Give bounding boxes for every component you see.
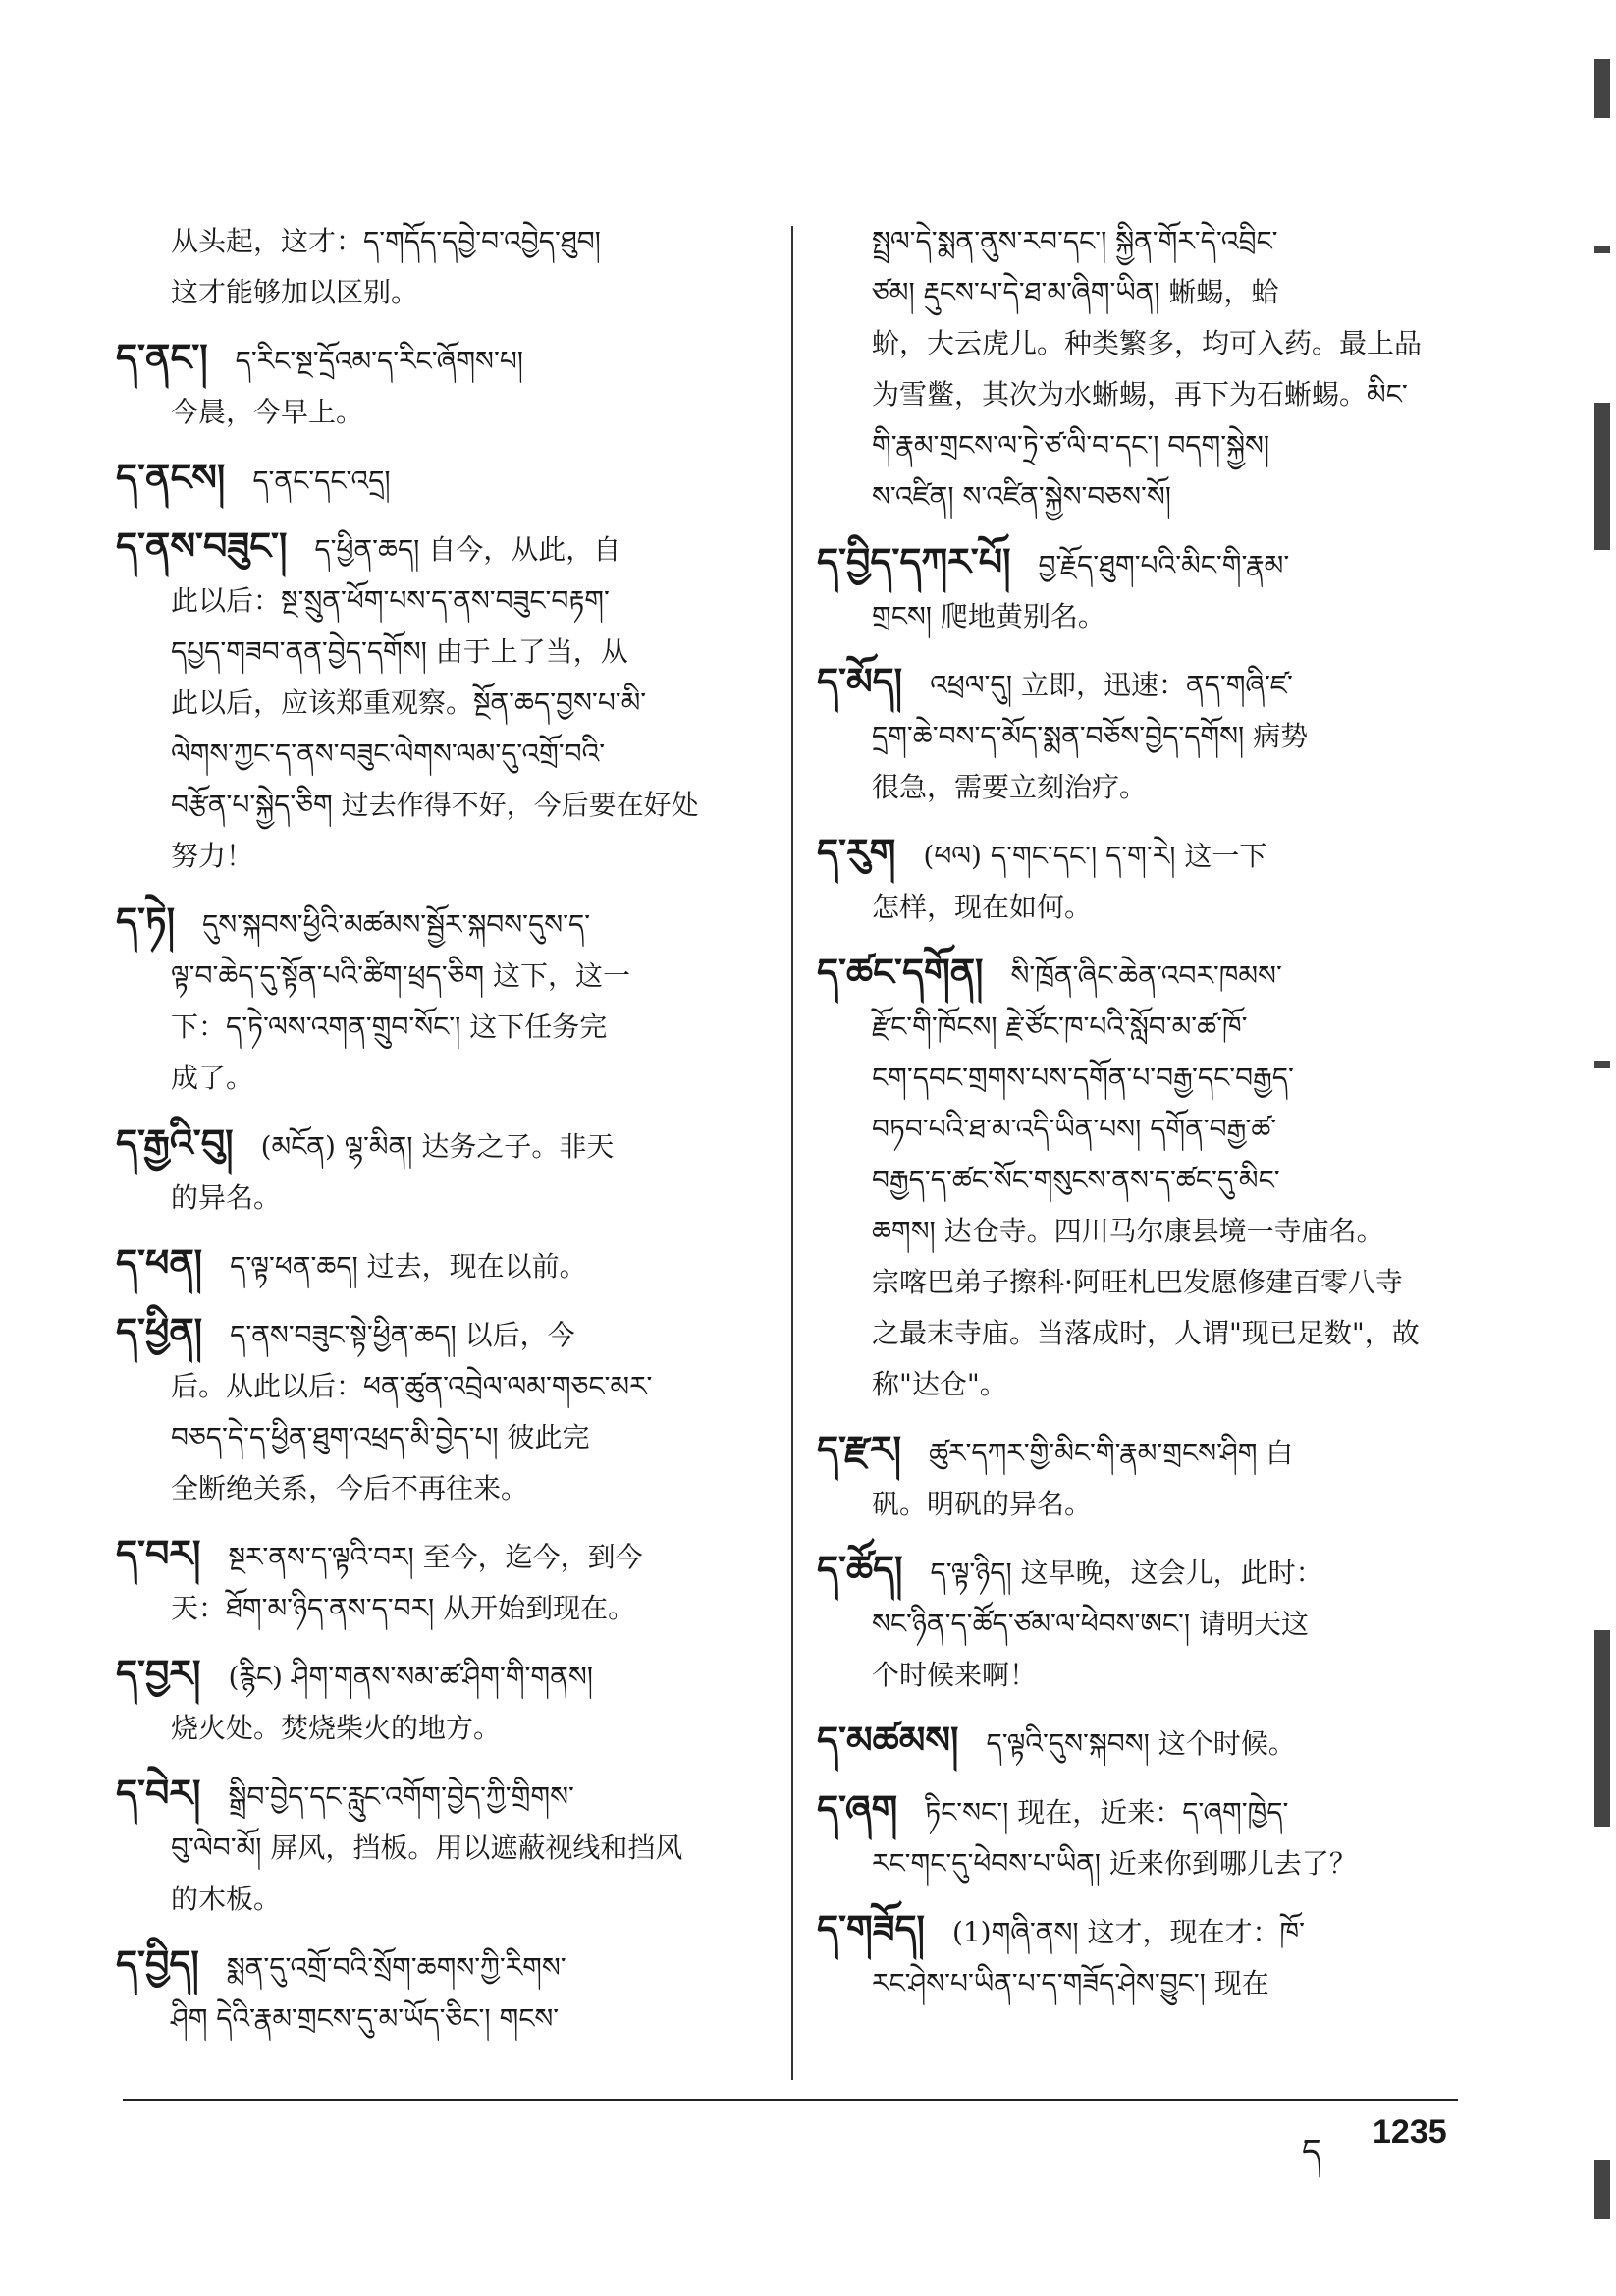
- entry-line: 怎样，现在如何。: [872, 891, 1093, 923]
- headword: ད་གཟོད།: [817, 1906, 925, 1950]
- left-entries: [116, 332, 744, 2045]
- dictionary-entry: [817, 827, 1465, 933]
- margin-mark: [1594, 2160, 1610, 2219]
- left-intro: [116, 216, 744, 318]
- dictionary-entry: [116, 452, 744, 507]
- headword: ད་རུག: [817, 830, 896, 874]
- dictionary-entry: [116, 1648, 744, 1754]
- entry-line: [116, 452, 744, 507]
- definition-text: ཚུར་དཀར་གྱི་མིང་གི་རྣམ་གྲངས་ཤིག 白: [929, 1437, 1294, 1469]
- dictionary-entry: [116, 1768, 744, 1925]
- dictionary-entry: [116, 896, 744, 1104]
- entry-line: ངག་དབང་གྲགས་པས་དགོན་པ་བརྒྱ་དང་བརྒྱད་: [872, 1062, 1294, 1094]
- dictionary-entry: [817, 947, 1465, 1410]
- right-column: [817, 216, 1465, 2023]
- entry-line: [817, 1544, 1465, 1599]
- entry-line: [116, 332, 744, 387]
- margin-mark: [1594, 403, 1610, 550]
- entry-line: 宗喀巴弟子擦科·阿旺札巴发愿修建百零八寺: [872, 1266, 1403, 1298]
- entry-line: བུ་ལེབ་མོ། 屏风，挡板。用以遮蔽视线和挡风: [171, 1831, 683, 1864]
- entry-line: ཤིག དེའི་རྣམ་གྲངས་དུ་མ་ཡོད་ཅིང་། གངས་: [171, 2002, 560, 2035]
- right-intro: [817, 216, 1465, 522]
- entry-line: 今晨，今早上。: [171, 396, 364, 428]
- headword: ད་བར།: [116, 1531, 201, 1575]
- headword: ད་ནས་བཟུང་།: [116, 523, 288, 568]
- entry-line: [817, 1903, 1465, 1958]
- margin-mark: [1594, 1630, 1610, 1827]
- entry-line: ལྟ་བ་ཆེད་དུ་སྟོན་པའི་ཚིག་ཕྲད་ཅིག 这下，这一: [171, 959, 630, 992]
- intro-line: 蚧，大云虎儿。种类繁多，均可入药。最上品: [872, 327, 1423, 359]
- definition-text: (མངོན) ལྷ་མིན། 达务之子。非天: [260, 1130, 615, 1163]
- right-entries: [817, 536, 1465, 2009]
- intro-line: གི་རྣམ་གྲངས་ལ་ཏྲེ་ཙ་ལི་བ་དང་། བདག་སྐྱེས།: [872, 429, 1270, 462]
- dictionary-entry: [116, 1118, 744, 1224]
- headword: ད་ཕྱིན།: [116, 1309, 203, 1353]
- definition-text: ཏིང་སང་། 现在，近来：ད་ཞག་ཁྱེད་: [925, 1796, 1289, 1829]
- definition-text: (ཕལ) ད་གང་དང་། ད་ག་རེ། 这一下: [923, 840, 1267, 872]
- headword: ད་ཚང་དགོན།: [817, 950, 984, 994]
- entry-line: 天：ཐོག་མ་ཉིད་ནས་ད་བར། 从开始到现在。: [171, 1592, 636, 1624]
- headword: ད་བྱིད་དཀར་པོ།: [817, 539, 1011, 583]
- section-letter: ད: [1302, 2132, 1321, 2171]
- intro-line: ས་འཛིན། ས་འཛིན་སྐྱེས་བཅས་སོ།: [872, 480, 1172, 513]
- margin-mark: [1594, 1061, 1610, 1068]
- entry-line: [116, 1118, 744, 1173]
- column-divider: [791, 226, 793, 2080]
- entry-line: དྲག་ཆེ་བས་ད་མོད་སྨན་བཅོས་བྱེད་དགོས། 病势: [872, 720, 1309, 752]
- entry-line: [116, 1306, 744, 1361]
- entry-line: [817, 656, 1465, 711]
- dictionary-entry: [817, 656, 1465, 813]
- entry-line: གྲངས། 爬地黄别名。: [872, 600, 1105, 632]
- dictionary-entry: [817, 1544, 1465, 1701]
- entry-line: བཏབ་པའི་ཐ་མ་འདི་ཡིན་པས། དགོན་བརྒྱ་ཚ་: [872, 1113, 1277, 1145]
- definition-text: (1)གཞི་ནས། 这才，现在才：ཁོ་: [951, 1916, 1305, 1948]
- entry-line: 称"达仓"。: [872, 1368, 1007, 1400]
- entry-line: ཆགས། 达仓寺。四川马尔康县境一寺庙名。: [872, 1215, 1384, 1247]
- intro-line: སྤྲལ་དེ་སྨན་ནུས་རབ་དང་། སྐྱིན་གོར་དེ་འབྲིང་: [872, 225, 1278, 257]
- entry-line: 努力！: [171, 840, 254, 872]
- dictionary-entry: [116, 1237, 744, 1292]
- headword: ད་ཏེ།: [116, 899, 176, 943]
- entry-line: 成了。: [171, 1062, 254, 1094]
- entry-line: 全断绝关系，今后不再往来。: [171, 1472, 529, 1504]
- entry-line: [116, 896, 744, 951]
- definition-text: ད་ལྟ་ཕན་ཆད། 过去，现在以前。: [230, 1250, 587, 1283]
- dictionary-entry: [116, 1939, 744, 2045]
- dictionary-entry: [116, 332, 744, 438]
- headword: ད་ཚོད།: [817, 1547, 903, 1591]
- definition-text: སྔར་ནས་ད་ལྟའི་བར། 至今，迄今，到今: [228, 1541, 643, 1573]
- headword: ད་ཕན།: [116, 1240, 203, 1285]
- headword: ད་བེར།: [116, 1771, 201, 1815]
- entry-line: 个时候来啊！: [872, 1659, 1038, 1691]
- headword: ད་ནང་།: [116, 335, 208, 379]
- entry-line: [817, 827, 1465, 882]
- definition-text: སི་ཁྲོན་ཞིང་ཆེན་འབར་ཁམས་: [1010, 959, 1282, 992]
- entry-line: བརྒྱད་ད་ཚང་སོང་གསུངས་ནས་ད་ཚང་དུ་མིང་: [872, 1164, 1280, 1196]
- headword: ད་མཚམས།: [817, 1718, 959, 1762]
- entry-line: 的木板。: [171, 1883, 282, 1915]
- definition-text: (རྙིང) ཤིག་གནས་སམ་ཚ་ཤིག་གི་གནས།: [228, 1661, 593, 1693]
- definition-text: སྨན་དུ་འགྲོ་བའི་སྲོག་ཆགས་ཀྱི་རིགས་: [226, 1951, 566, 1984]
- dictionary-entry: [116, 1306, 744, 1514]
- dictionary-entry: [817, 1903, 1465, 2009]
- definition-text: འཕྲལ་དུ། 立即，迅速：ནད་གཞི་ཛ་: [930, 669, 1293, 701]
- entry-line: རང་ཤེས་པ་ཡིན་པ་ད་གཟོད་ཤེས་བྱུང་། 现在: [872, 1967, 1269, 1999]
- entry-line: བཅད་དེ་ད་ཕྱིན་ཐུག་འཕྲད་མི་བྱེད་པ། 彼此完: [171, 1421, 590, 1453]
- entry-line: 下：ད་ཏེ་ལས་འགན་གྲུབ་སོང་། 这下任务完: [171, 1011, 608, 1043]
- dictionary-entry: [817, 1783, 1465, 1889]
- intro-line: 从头起，这才：ད་གདོད་དབྱེ་བ་འབྱེད་ཐུབ།: [171, 225, 601, 257]
- entry-line: [817, 536, 1465, 591]
- dictionary-entry: [817, 1715, 1465, 1770]
- headword: ད་ནངས།: [116, 455, 226, 499]
- entry-line: [116, 1528, 744, 1583]
- entry-line: 很急，需要立刻治疗。: [872, 771, 1148, 803]
- definition-text: ད་ཕྱིན་ཆད། 自今，从此，自: [314, 533, 621, 566]
- margin-mark: [1594, 59, 1610, 118]
- headword: ད་རྒྱའི་བུ།: [116, 1121, 234, 1165]
- page-number: 1235: [1373, 2113, 1447, 2151]
- dictionary-entry: [116, 1528, 744, 1634]
- definition-text: སྒྲིབ་བྱེད་དང་རླུང་འགོག་བྱེད་ཀྱི་གྲིགས་: [228, 1780, 574, 1813]
- entry-line: 矾。明矾的异名。: [872, 1488, 1093, 1520]
- dictionary-entry: [116, 520, 744, 882]
- headword: ད་མོད།: [817, 659, 903, 703]
- entry-line: 此以后：སྔ་སྲུན་ཕོག་པས་ད་ནས་བཟུང་བརྟག་: [171, 584, 610, 617]
- entry-line: 此以后，应该郑重观察。སྔོན་ཆད་བྱས་པ་མི་: [171, 686, 647, 719]
- headword: ད་བྱར།: [116, 1651, 201, 1695]
- intro-line: ཙམ། རྡུངས་པ་དེ་ཐ་མ་ཞིག་ཡིན། 蜥蜴，蛤: [872, 276, 1279, 308]
- definition-text: ད་ནས་བཟུང་སྟེ་ཕྱིན་ཆད། 以后，今: [230, 1319, 575, 1351]
- definition-text: ད་ལྟའི་དུས་སྐབས། 这个时候。: [986, 1727, 1296, 1760]
- definition-text: ད་ལྟ་ཉིད། 这早晚，这会儿，此时：: [930, 1557, 1323, 1589]
- definition-text: བྱ་རྗོད་ཐུག་པའི་མིང་གི་རྣམ་: [1038, 549, 1290, 581]
- entry-line: [116, 1648, 744, 1703]
- entry-line: [116, 1237, 744, 1292]
- entry-line: རྫོང་གི་ཁོངས། རྗེ་ཙོང་ཁ་པའི་སློབ་མ་ཚ་ཁོ་: [872, 1011, 1248, 1043]
- entry-line: 的异名。: [171, 1181, 282, 1214]
- entry-line: ལེགས་ཀྱང་ད་ནས་བཟུང་ལེགས་ལམ་དུ་འགྲོ་བའི་: [171, 738, 606, 770]
- left-column: [116, 216, 744, 2058]
- headword: ད་བྱིད།: [116, 1941, 199, 1986]
- intro-line: 为雪鳖，其次为水蜥蜴，再下为石蜥蜴。མིང་: [872, 378, 1408, 410]
- entry-line: [116, 1768, 744, 1823]
- definition-text: ད་ནང་དང་འདྲ།: [252, 465, 391, 497]
- entry-line: [817, 1424, 1465, 1479]
- entry-line: [116, 520, 744, 575]
- entry-line: སང་ཉིན་ད་ཚོད་ཙམ་ལ་ཕེབས་ཨང་། 请明天这: [872, 1608, 1310, 1640]
- definition-text: ད་རིང་སྔ་དྲོའམ་ད་རིང་ཞོགས་པ།: [235, 345, 524, 377]
- intro-line: 这才能够加以区别。: [171, 276, 419, 308]
- entry-line: 之最末寺庙。当落成时，人谓"现已足数"，故: [872, 1317, 1420, 1349]
- entry-line: [817, 947, 1465, 1002]
- headword: ད་རྫར།: [817, 1427, 902, 1471]
- entry-line: བརྩོན་པ་སྐྱེད་ཅིག 过去作得不好，今后要在好处: [171, 789, 699, 821]
- margin-marks: [1587, 39, 1616, 2259]
- entry-line: 烧火处。焚烧柴火的地方。: [171, 1712, 502, 1744]
- dictionary-entry: [817, 536, 1465, 642]
- definition-text: དུས་སྐབས་ཕྱིའི་མཚམས་སྦྱོར་སྐབས་དུས་ད་: [202, 908, 591, 941]
- footer-rule: [123, 2099, 1458, 2101]
- entry-line: [817, 1783, 1465, 1838]
- entry-line: [817, 1715, 1465, 1770]
- headword: ད་ཞག: [817, 1786, 898, 1831]
- entry-line: དཔྱད་གཟབ་ནན་བྱེད་དགོས། 由于上了当，从: [171, 635, 628, 668]
- entry-line: [116, 1939, 744, 1994]
- dictionary-entry: [817, 1424, 1465, 1530]
- entry-line: རང་གང་དུ་ཕེབས་པ་ཡིན། 近来你到哪儿去了？: [872, 1847, 1357, 1880]
- margin-mark: [1594, 246, 1610, 253]
- entry-line: 后。从此以后：ཕན་ཚུན་འབྲེལ་ལམ་གཅང་མར་: [171, 1370, 653, 1402]
